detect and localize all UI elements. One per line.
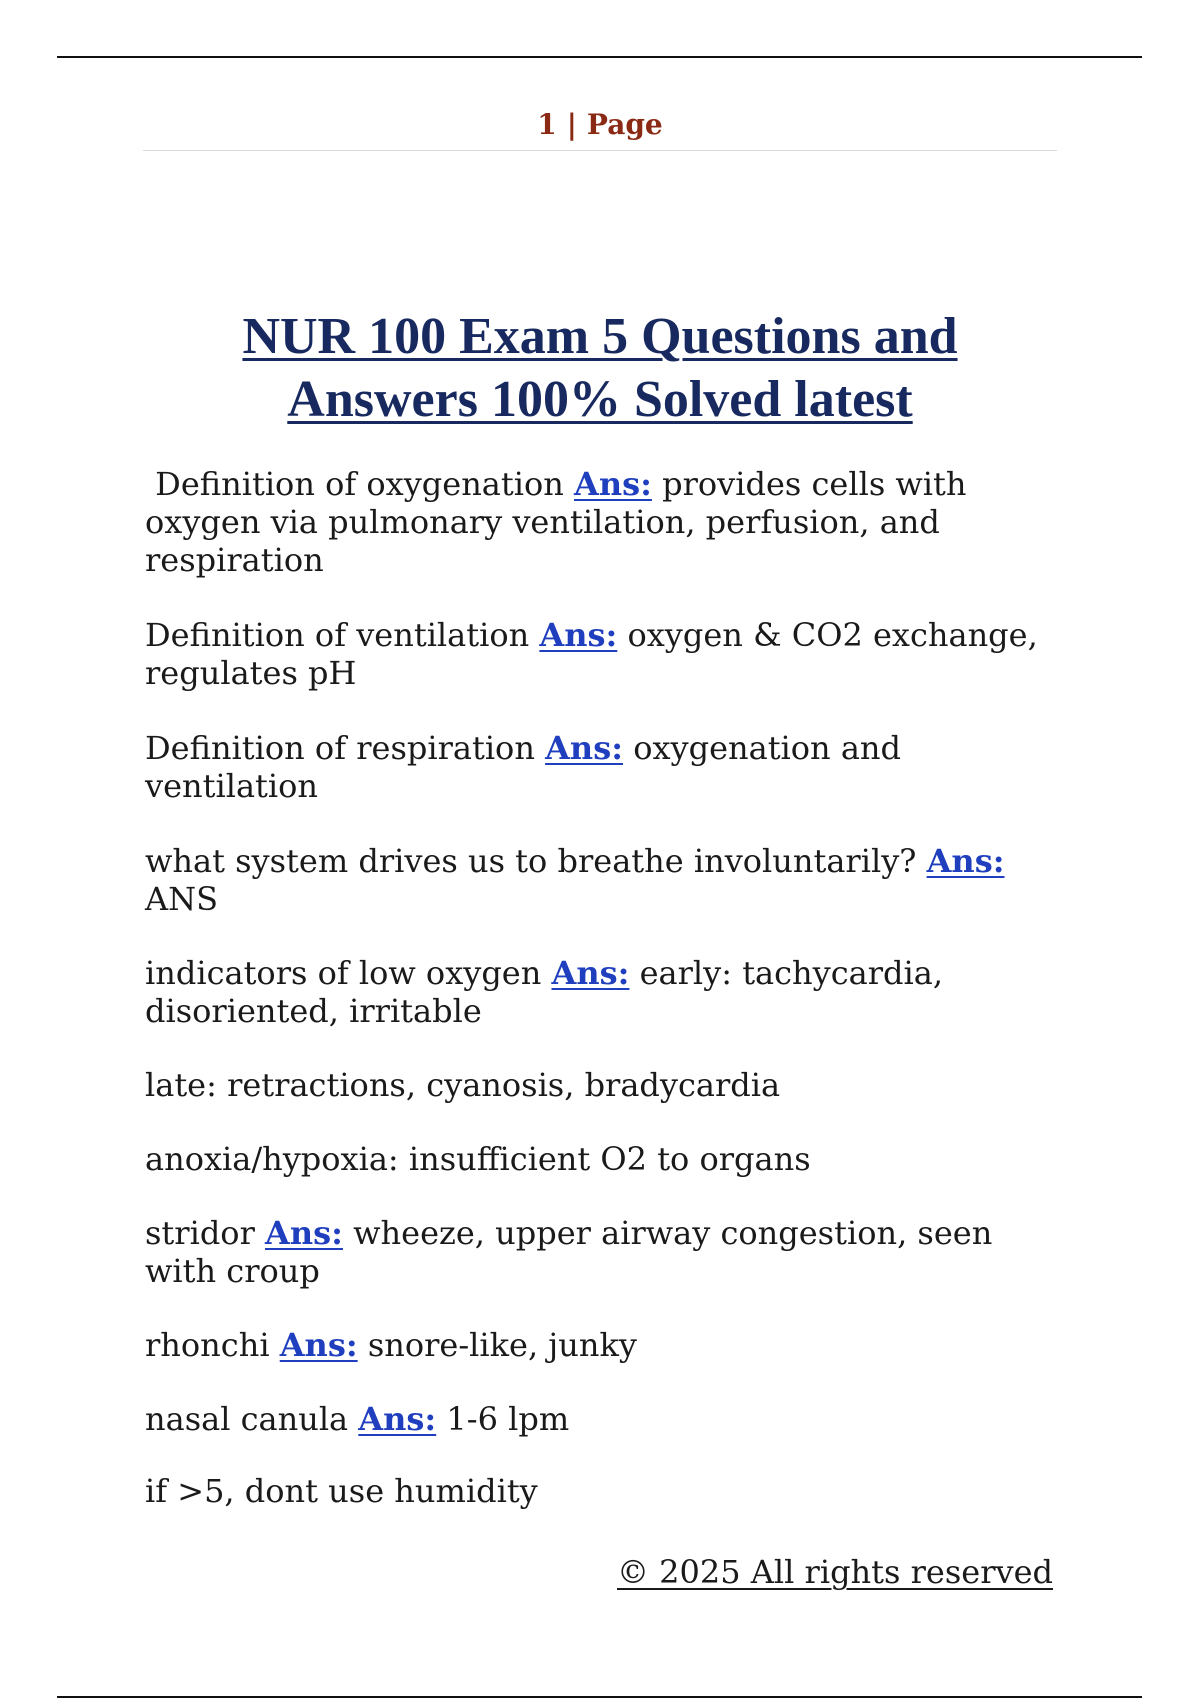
question-text: Definition of oxygenation	[145, 465, 564, 503]
question-text: indicators of low oxygen	[145, 954, 542, 992]
answer-text: early: tachycardia, disoriented, irritable	[145, 954, 943, 1030]
page-label: Page	[586, 108, 663, 141]
qa-item-nasal-canula	[145, 1400, 1065, 1438]
note-late-indicators: late: retractions, cyanosis, bradycardia	[145, 1066, 781, 1104]
ans-link[interactable]: Ans:	[926, 842, 1005, 880]
question-text: Definition of ventilation	[145, 616, 530, 654]
question-text: Definition of respiration	[145, 729, 535, 767]
answer-text: oxygenation and ventilation	[145, 729, 901, 805]
answer-text: snore-like, junky	[367, 1326, 637, 1364]
ans-link[interactable]: Ans:	[279, 1326, 358, 1364]
question-text: what system drives us to breathe involuntarily?	[145, 842, 917, 880]
top-rule	[57, 56, 1142, 58]
page-header	[143, 108, 1057, 151]
qa-item-low-oxygen	[145, 954, 1065, 1030]
qa-item-stridor	[145, 1214, 1065, 1290]
answer-text: provides cells with oxygen via pulmonary ventilation, perfusion, and respiration	[145, 465, 967, 579]
question-text: stridor	[145, 1214, 255, 1252]
qa-item-breathe-system	[145, 842, 1065, 918]
qa-item-respiration	[145, 729, 1065, 805]
qa-item-ventilation	[145, 616, 1065, 692]
answer-text: 1-6 lpm	[446, 1400, 570, 1438]
ans-link[interactable]: Ans:	[545, 729, 624, 767]
title-line-2: Answers 100% Solved latest	[287, 371, 913, 428]
page-separator: |	[566, 108, 577, 141]
qa-item-oxygenation	[145, 465, 1065, 579]
question-text: nasal canula	[145, 1400, 349, 1438]
bottom-rule	[57, 1696, 1142, 1698]
note-anoxia: anoxia/hypoxia: insufficient O2 to organs	[145, 1140, 811, 1178]
qa-item-rhonchi	[145, 1326, 1065, 1364]
ans-link[interactable]: Ans:	[574, 465, 652, 503]
document-title	[143, 305, 1057, 431]
qa-list	[145, 465, 1065, 1510]
note-humidity: if >5, dont use humidity	[145, 1472, 538, 1510]
answer-text: oxygen & CO2 exchange, regulates pH	[145, 616, 1038, 692]
ans-link[interactable]: Ans:	[539, 616, 618, 654]
ans-link[interactable]: Ans:	[551, 954, 630, 992]
answer-text: ANS	[145, 880, 219, 918]
ans-link[interactable]: Ans:	[358, 1400, 437, 1438]
copyright-notice: © 2025 All rights reserved	[617, 1553, 1053, 1591]
answer-text: wheeze, upper airway congestion, seen with croup	[145, 1214, 993, 1290]
page-number: 1	[537, 108, 557, 141]
ans-link[interactable]: Ans:	[265, 1214, 343, 1252]
question-text: rhonchi	[145, 1326, 270, 1364]
title-line-1: NUR 100 Exam 5 Questions and	[242, 308, 958, 365]
